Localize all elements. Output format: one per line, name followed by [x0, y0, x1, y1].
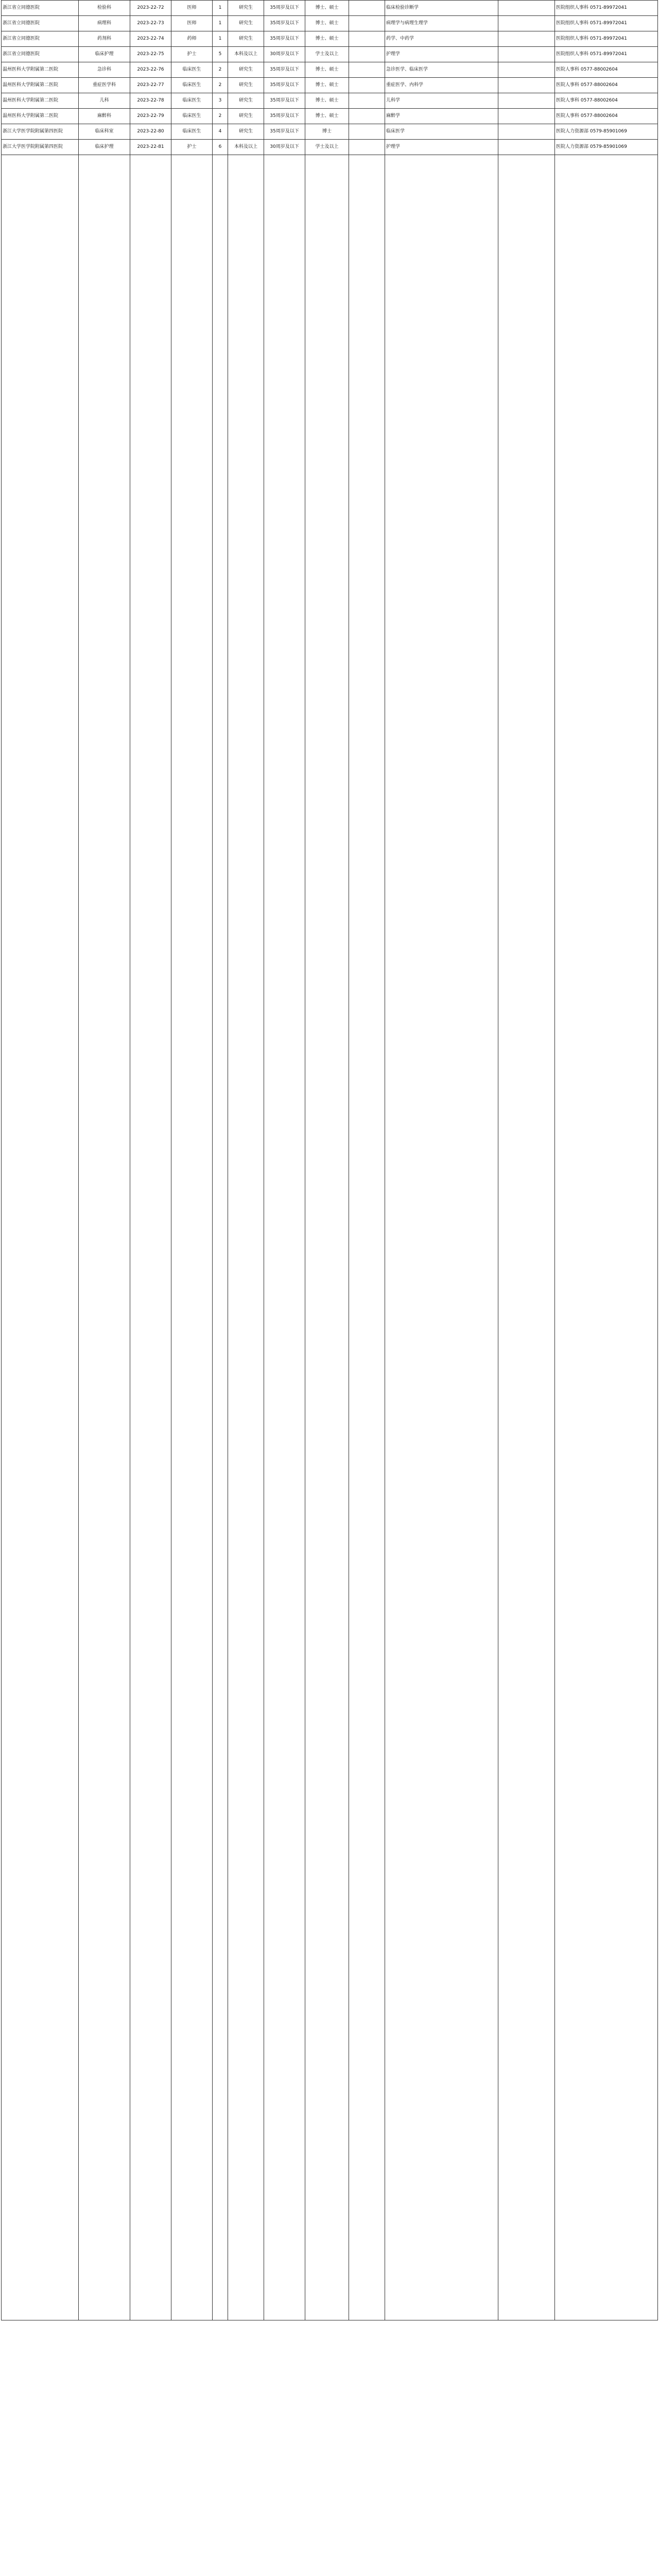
- contact-cell: 医院人力资源部 0579-85901069: [555, 124, 658, 140]
- position-type-cell: 药师: [171, 31, 213, 47]
- department-cell: 儿科: [79, 93, 130, 109]
- title-cell: [349, 31, 385, 47]
- education-cell: 研究生: [228, 93, 264, 109]
- headcount-cell: 1: [213, 16, 228, 31]
- degree-cell: 学士及以上: [305, 140, 349, 155]
- education-cell: 研究生: [228, 78, 264, 93]
- degree-cell: 博士、硕士: [305, 1, 349, 16]
- other-requirement-cell: [498, 93, 555, 109]
- headcount-cell: 4: [213, 124, 228, 140]
- headcount-cell: 2: [213, 62, 228, 78]
- headcount-cell: 1: [213, 31, 228, 47]
- table-continuation: [2, 155, 658, 2320]
- headcount-cell: 5: [213, 47, 228, 62]
- title-cell: [349, 109, 385, 124]
- age-cell: 35周岁及以下: [264, 62, 305, 78]
- position-code-cell: 2023-22-75: [130, 47, 171, 62]
- major-cell: 临床医学: [385, 124, 498, 140]
- contact-cell: 医院组织人事科 0571-89972041: [555, 1, 658, 16]
- position-code-cell: 2023-22-81: [130, 140, 171, 155]
- table-row: [2, 124, 658, 140]
- unit-cell: 温州医科大学附属第二医院: [2, 93, 79, 109]
- title-cell: [349, 47, 385, 62]
- age-cell: 30周岁及以下: [264, 140, 305, 155]
- table-row: [2, 31, 658, 47]
- degree-cell: 博士: [305, 124, 349, 140]
- department-cell: 临床护理: [79, 140, 130, 155]
- contact-cell: 医院组织人事科 0571-89972041: [555, 47, 658, 62]
- degree-cell: 博士、硕士: [305, 31, 349, 47]
- degree-cell: 学士及以上: [305, 47, 349, 62]
- title-cell: [349, 62, 385, 78]
- education-cell: 研究生: [228, 31, 264, 47]
- table-row: [2, 1, 658, 16]
- department-cell: 临床科室: [79, 124, 130, 140]
- department-cell: 药剂科: [79, 31, 130, 47]
- education-cell: 本科及以上: [228, 47, 264, 62]
- headcount-cell: 2: [213, 78, 228, 93]
- major-cell: 临床检验诊断学: [385, 1, 498, 16]
- age-cell: 35周岁及以下: [264, 124, 305, 140]
- position-type-cell: 护士: [171, 140, 213, 155]
- headcount-cell: 6: [213, 140, 228, 155]
- title-cell: [349, 140, 385, 155]
- contact-cell: 医院人力资源部 0579-85901069: [555, 140, 658, 155]
- degree-cell: 博士、硕士: [305, 16, 349, 31]
- unit-cell: 温州医科大学附属第二医院: [2, 62, 79, 78]
- position-code-cell: 2023-22-78: [130, 93, 171, 109]
- age-cell: 35周岁及以下: [264, 93, 305, 109]
- major-cell: 病理学与病理生理学: [385, 16, 498, 31]
- other-requirement-cell: [498, 47, 555, 62]
- position-code-cell: 2023-22-80: [130, 124, 171, 140]
- recruitment-table: [1, 0, 658, 2320]
- title-cell: [349, 1, 385, 16]
- department-cell: 临床护理: [79, 47, 130, 62]
- contact-cell: 医院人事科 0577-88002604: [555, 78, 658, 93]
- unit-cell: 浙江大学医学院附属第四医院: [2, 124, 79, 140]
- headcount-cell: 2: [213, 109, 228, 124]
- table-row: [2, 140, 658, 155]
- position-type-cell: 临床医生: [171, 62, 213, 78]
- degree-cell: 博士、硕士: [305, 78, 349, 93]
- major-cell: 儿科学: [385, 93, 498, 109]
- department-cell: 麻醉科: [79, 109, 130, 124]
- unit-cell: 浙江省立同德医院: [2, 47, 79, 62]
- age-cell: 35周岁及以下: [264, 31, 305, 47]
- unit-cell: 浙江省立同德医院: [2, 1, 79, 16]
- position-type-cell: 临床医生: [171, 124, 213, 140]
- major-cell: 重症医学、内科学: [385, 78, 498, 93]
- position-code-cell: 2023-22-73: [130, 16, 171, 31]
- age-cell: 35周岁及以下: [264, 16, 305, 31]
- unit-cell: 浙江省立同德医院: [2, 16, 79, 31]
- headcount-cell: 1: [213, 1, 228, 16]
- contact-cell: 医院人事科 0577-88002604: [555, 62, 658, 78]
- contact-cell: 医院组织人事科 0571-89972041: [555, 16, 658, 31]
- position-code-cell: 2023-22-77: [130, 78, 171, 93]
- title-cell: [349, 78, 385, 93]
- education-cell: 研究生: [228, 1, 264, 16]
- title-cell: [349, 124, 385, 140]
- unit-cell: 温州医科大学附属第二医院: [2, 109, 79, 124]
- table-row: [2, 47, 658, 62]
- headcount-cell: 3: [213, 93, 228, 109]
- department-cell: 急诊科: [79, 62, 130, 78]
- table-body: [2, 1, 658, 155]
- table-row: [2, 16, 658, 31]
- other-requirement-cell: [498, 62, 555, 78]
- department-cell: 病理科: [79, 16, 130, 31]
- position-type-cell: 临床医生: [171, 93, 213, 109]
- table-row: [2, 62, 658, 78]
- position-code-cell: 2023-22-76: [130, 62, 171, 78]
- age-cell: 35周岁及以下: [264, 109, 305, 124]
- contact-cell: 医院人事科 0577-88002604: [555, 109, 658, 124]
- other-requirement-cell: [498, 124, 555, 140]
- table-row: [2, 109, 658, 124]
- contact-cell: 医院人事科 0577-88002604: [555, 93, 658, 109]
- department-cell: 重症医学科: [79, 78, 130, 93]
- table-row: [2, 78, 658, 93]
- department-cell: 检验科: [79, 1, 130, 16]
- other-requirement-cell: [498, 140, 555, 155]
- position-type-cell: 临床医生: [171, 109, 213, 124]
- other-requirement-cell: [498, 78, 555, 93]
- degree-cell: 博士、硕士: [305, 109, 349, 124]
- other-requirement-cell: [498, 109, 555, 124]
- position-code-cell: 2023-22-74: [130, 31, 171, 47]
- major-cell: 麻醉学: [385, 109, 498, 124]
- other-requirement-cell: [498, 31, 555, 47]
- title-cell: [349, 93, 385, 109]
- age-cell: 35周岁及以下: [264, 1, 305, 16]
- other-requirement-cell: [498, 1, 555, 16]
- education-cell: 研究生: [228, 16, 264, 31]
- education-cell: 研究生: [228, 124, 264, 140]
- other-requirement-cell: [498, 16, 555, 31]
- position-type-cell: 护士: [171, 47, 213, 62]
- major-cell: 急诊医学、临床医学: [385, 62, 498, 78]
- degree-cell: 博士、硕士: [305, 93, 349, 109]
- major-cell: 药学、中药学: [385, 31, 498, 47]
- age-cell: 30周岁及以下: [264, 47, 305, 62]
- unit-cell: 温州医科大学附属第二医院: [2, 78, 79, 93]
- table-row: [2, 93, 658, 109]
- position-code-cell: 2023-22-72: [130, 1, 171, 16]
- education-cell: 研究生: [228, 109, 264, 124]
- degree-cell: 博士、硕士: [305, 62, 349, 78]
- position-code-cell: 2023-22-79: [130, 109, 171, 124]
- major-cell: 护理学: [385, 47, 498, 62]
- title-cell: [349, 16, 385, 31]
- unit-cell: 浙江大学医学院附属第四医院: [2, 140, 79, 155]
- position-type-cell: 医师: [171, 16, 213, 31]
- major-cell: 护理学: [385, 140, 498, 155]
- education-cell: 研究生: [228, 62, 264, 78]
- position-type-cell: 医师: [171, 1, 213, 16]
- position-type-cell: 临床医生: [171, 78, 213, 93]
- education-cell: 本科及以上: [228, 140, 264, 155]
- unit-cell: 浙江省立同德医院: [2, 31, 79, 47]
- age-cell: 35周岁及以下: [264, 78, 305, 93]
- contact-cell: 医院组织人事科 0571-89972041: [555, 31, 658, 47]
